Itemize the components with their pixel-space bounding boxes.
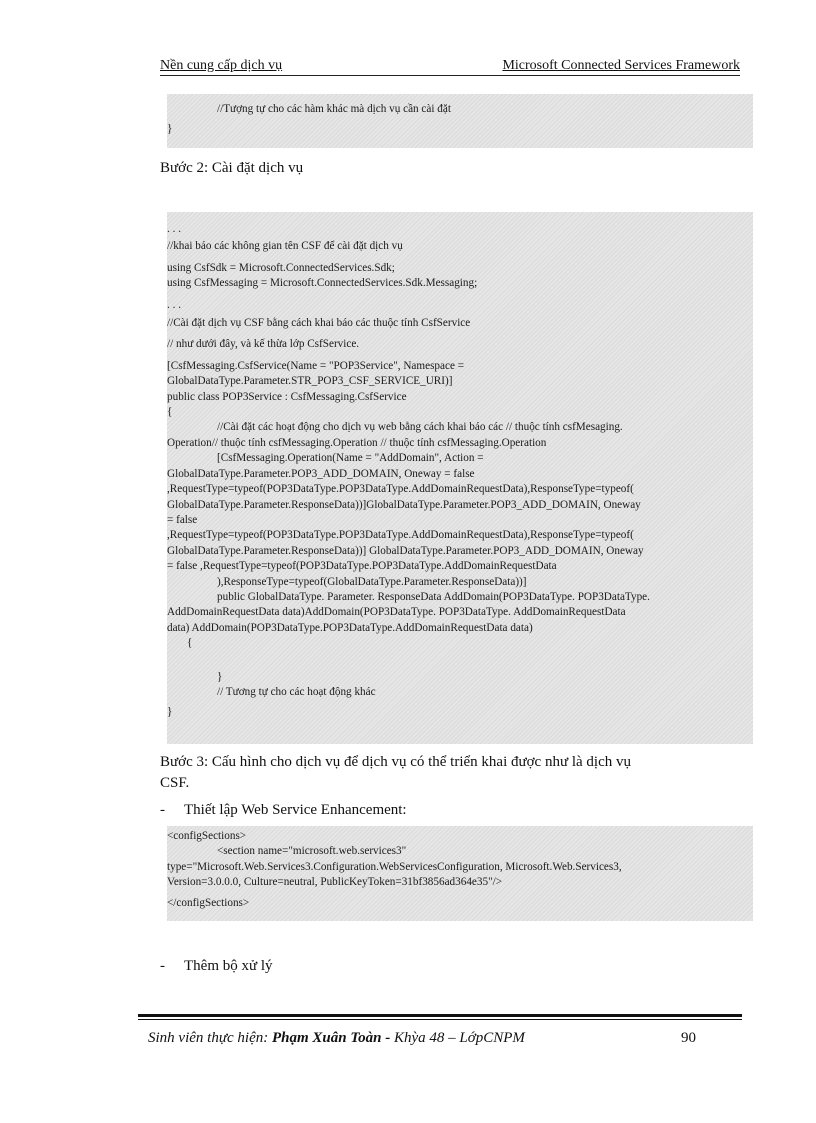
step-3-heading <box>160 752 631 794</box>
code-line: . . . <box>167 298 181 311</box>
step-3-line-2: CSF. <box>160 775 190 791</box>
code-line: </configSections> <box>167 896 250 909</box>
code-block-3 <box>167 826 753 921</box>
code-line: data) AddDomain(POP3DataType.POP3DataType.AddDomainRequestData data) <box>167 621 533 634</box>
footer-prefix: Sinh viên thực hiện: <box>148 1030 272 1046</box>
code-line: //Cài đặt các hoạt động cho dịch vụ web bằng cách khai báo các // thuộc tính csfMesaging. <box>217 421 623 434</box>
code-line: using CsfSdk = Microsoft.ConnectedServices.Sdk; <box>167 261 395 274</box>
code-line: //Tượng tự cho các hàm khác mà dịch vụ cần cài đặt <box>217 103 451 115</box>
code-line: GlobalDataType.Parameter.STR_POP3_CSF_SERVICE_URI)] <box>167 375 453 388</box>
header-left-title: Nền cung cấp dịch vụ <box>160 58 283 73</box>
code-line: [CsfMessaging.CsfService(Name = "POP3Service", Namespace = <box>167 359 465 372</box>
code-line: } <box>217 670 223 683</box>
code-line: } <box>167 706 173 719</box>
code-block-1 <box>167 94 753 148</box>
code-line: <configSections> <box>167 830 247 842</box>
step-2-heading: Bước 2: Cài đặt dịch vụ <box>160 160 304 176</box>
code-line: Operation// thuộc tính csfMessaging.Operation // thuộc tính csfMessaging.Operation <box>167 436 547 449</box>
code-line: public class POP3Service : CsfMessaging.CsfService <box>167 390 407 403</box>
code-line: ,RequestType=typeof(POP3DataType.POP3DataType.AddDomainRequestData),ResponseType=typeof( <box>167 529 634 542</box>
step-3-line-1: Bước 3: Cấu hình cho dịch vụ để dịch vụ có thể triển khai được như là dịch vụ <box>160 754 631 770</box>
bullet-web-service-enhancement: - Thiết lập Web Service Enhancement: <box>160 802 407 818</box>
code-line: . . . <box>167 223 181 235</box>
code-line: } <box>167 123 173 136</box>
bullet-text: Thêm bộ xử lý <box>184 958 273 974</box>
code-block-2 <box>167 212 753 744</box>
code-line: ),ResponseType=typeof(GlobalDataType.Parameter.ResponseData))] <box>217 575 527 588</box>
header-rule <box>160 75 740 76</box>
code-line: GlobalDataType.Parameter.ResponseData))]GlobalDataType.Parameter.POP3_ADD_DOMAIN, Oneway <box>167 498 641 511</box>
header-right-title: Microsoft Connected Services Framework <box>502 58 740 73</box>
footer-class: Khỳa 48 – LớpCNPM <box>393 1030 525 1046</box>
page-header <box>160 58 740 78</box>
code-line: AddDomainRequestData data)AddDomain(POP3DataType. POP3DataType. AddDomainRequestData <box>167 606 626 619</box>
code-line: using CsfMessaging = Microsoft.ConnectedServices.Sdk.Messaging; <box>167 277 478 290</box>
bullet-add-handler: - Thêm bộ xử lý <box>160 958 273 974</box>
page-footer <box>148 1030 708 1047</box>
page-number: 90 <box>681 1030 696 1046</box>
code-line: //khai báo các không gian tên CSF để cài đặt dịch vụ <box>167 240 403 253</box>
code-line: ,RequestType=typeof(POP3DataType.POP3DataType.AddDomainRequestData),ResponseType=typeof( <box>167 483 634 496</box>
code-line: type="Microsoft.Web.Services3.Configuration.WebServicesConfiguration, Microsoft.Web.Services3, <box>167 860 622 873</box>
code-line: // Tương tự cho các hoạt động khác <box>217 685 376 698</box>
footer-author: Phạm Xuân Toàn - <box>271 1030 394 1046</box>
footer-rule <box>138 1014 742 1017</box>
code-line: // như dưới đây, và kế thừa lớp CsfService. <box>167 338 360 351</box>
code-line: { <box>187 637 193 650</box>
code-line: Version=3.0.0.0, Culture=neutral, PublicKeyToken=31bf3856ad364e35"/> <box>167 876 503 889</box>
code-line: = false ,RequestType=typeof(POP3DataType.POP3DataType.AddDomainRequestData <box>167 560 557 573</box>
footer-rule-thin <box>138 1019 742 1020</box>
code-line: <section name="microsoft.web.services3" <box>217 845 407 858</box>
code-line: [CsfMessaging.Operation(Name = "AddDomain", Action = <box>217 452 484 465</box>
code-line: GlobalDataType.Parameter.POP3_ADD_DOMAIN, Oneway = false <box>167 467 475 480</box>
code-line: //Cài đặt dịch vụ CSF bằng cách khai báo các thuộc tính CsfService <box>167 317 471 330</box>
bullet-text: Thiết lập Web Service Enhancement: <box>184 802 407 818</box>
code-line: { <box>167 406 173 419</box>
code-line: = false <box>167 513 198 526</box>
code-line: public GlobalDataType. Parameter. ResponseData AddDomain(POP3DataType. POP3DataType. <box>217 590 650 603</box>
code-line: GlobalDataType.Parameter.ResponseData))] GlobalDataType.Parameter.POP3_ADD_DOMAIN, Oneway <box>167 544 644 557</box>
